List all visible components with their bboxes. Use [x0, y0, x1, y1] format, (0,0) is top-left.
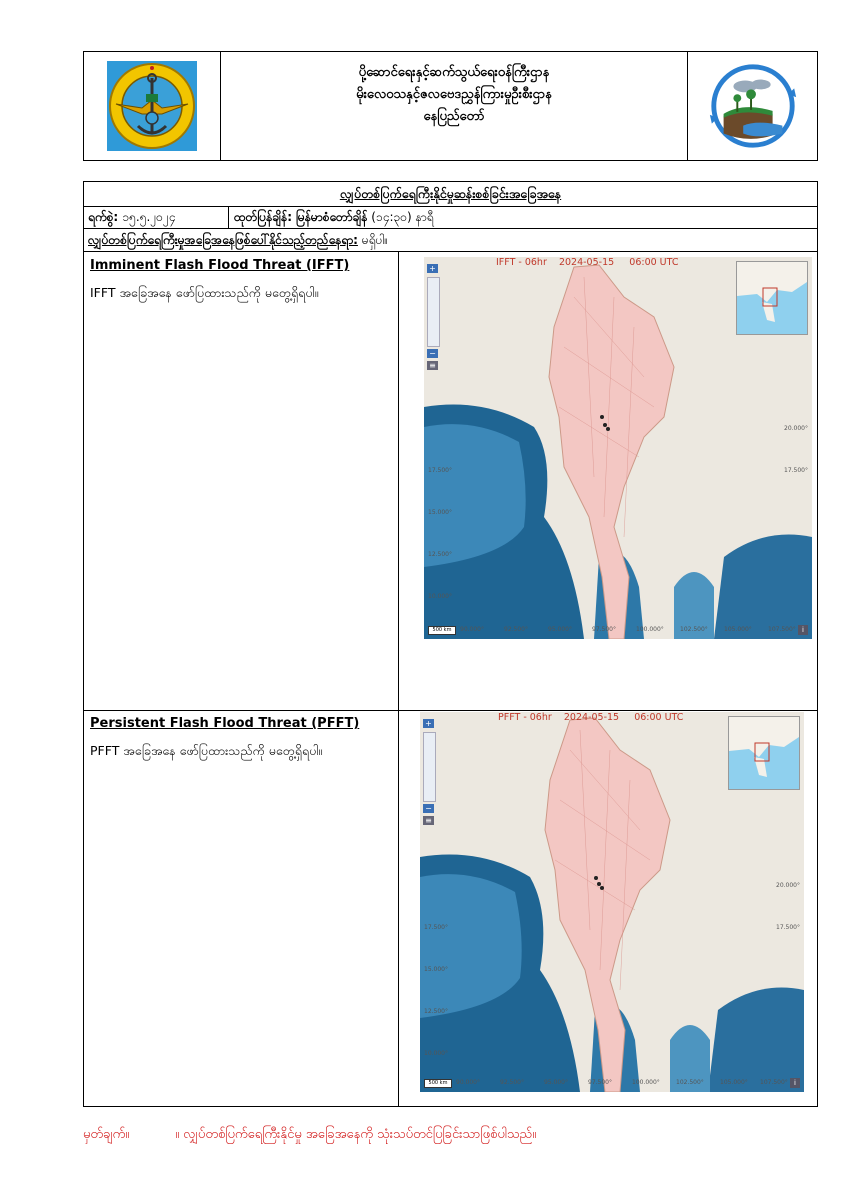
note-text: ။ လျှပ်တစ်ပြက်ရေကြီးနိုင်မှု အခြေအနေကို သုံးသပ်တင်ပြခြင်းသာဖြစ်ပါသည်။: [175, 1127, 537, 1142]
pfft-lon-label: 97.500°: [588, 1079, 612, 1086]
letterhead: [83, 51, 818, 161]
pfft-map-time: 06:00 UTC: [634, 712, 684, 723]
ifft-lon-label: 90.000°: [460, 626, 484, 633]
ifft-description: IFFT အခြေအနေ ဖော်ပြထားသည်ကို မတွေ့ရှိရပါ။: [90, 285, 319, 300]
ifft-map-caption: [496, 257, 679, 268]
issue-tz-label: မြန်မာစံတော်ချိန်: [295, 210, 368, 224]
pfft-zoom-slider[interactable]: [423, 732, 436, 802]
ifft-lat-label: 17.500°: [428, 467, 452, 474]
issue-time-cell: [234, 206, 434, 228]
ifft-lon-label: 100.000°: [636, 626, 664, 633]
ifft-lat-label: 15.000°: [428, 509, 452, 516]
locations-label: လျှပ်တစ်ပြက်ရေကြီးမှုအခြေအနေဖြစ်ပေါ်နိုင်သည့်တည်နေရာ:: [88, 233, 358, 247]
ifft-right-lat-label: 20.000°: [784, 425, 808, 432]
ifft-lon-label: 102.500°: [680, 626, 708, 633]
pfft-lat-label: 17.500°: [424, 924, 448, 931]
ifft-overview-inset[interactable]: [736, 261, 808, 335]
ifft-overview-graphic: [737, 262, 807, 334]
ifft-info-button[interactable]: i: [798, 625, 808, 635]
pfft-lon-label: 105.000°: [720, 1079, 748, 1086]
report-table: [83, 181, 818, 1107]
pfft-lon-label: 90.000°: [456, 1079, 480, 1086]
date-label: ရက်စွဲ:: [88, 210, 119, 224]
pfft-lon-label: 102.500°: [676, 1079, 704, 1086]
date-value: ၁၅.၅.၂၀၂၄: [122, 210, 176, 224]
pfft-description: PFFT အခြေအနေ ဖော်ပြထားသည်ကို မတွေ့ရှိရပါ။: [90, 743, 323, 758]
pfft-info-button[interactable]: i: [790, 1078, 800, 1088]
department-name: မိုးလေဝသနှင့်ဇလဗေဒညွှန်ကြားမှုဦးစီးဌာန: [356, 87, 552, 102]
report-title: လျှပ်တစ်ပြက်ရေကြီးနိုင်မှုဆန်းစစ်ခြင်းအခြေအနေ: [84, 182, 817, 207]
pfft-lon-label: 95.000°: [544, 1079, 568, 1086]
ifft-title: Imminent Flash Flood Threat (IFFT): [90, 258, 350, 273]
pfft-lon-label: 100.000°: [632, 1079, 660, 1086]
pfft-overview-inset[interactable]: [728, 716, 800, 790]
locations-row: [84, 228, 817, 252]
hydrological-cycle-icon: [704, 57, 802, 155]
ministry-emblem-icon: [102, 56, 202, 156]
ifft-map-date: 2024-05-15: [558, 257, 615, 268]
ifft-map-time: 06:00 UTC: [629, 257, 679, 268]
pfft-lat-label: 15.000°: [424, 966, 448, 973]
ifft-zoom-out-button[interactable]: −: [427, 349, 438, 358]
pfft-scale-bar: 500 km: [424, 1079, 452, 1088]
ifft-section: [84, 252, 817, 711]
ifft-lon-label: 97.500°: [592, 626, 616, 633]
pfft-lon-label: 107.500°: [760, 1079, 788, 1086]
pfft-lat-label: 12.500°: [424, 1008, 448, 1015]
locations-value: မရှိပါ။: [361, 233, 389, 247]
pfft-overview-graphic: [729, 717, 799, 789]
ifft-lon-label: 105.000°: [724, 626, 752, 633]
ifft-lat-label: 12.500°: [428, 551, 452, 558]
ifft-right-lat-label: 17.500°: [784, 467, 808, 474]
left-logo-cell: [84, 52, 221, 160]
ifft-lon-label: 107.500°: [768, 626, 796, 633]
ifft-lon-label: 95.000°: [548, 626, 572, 633]
ministry-name: ပို့ဆောင်ရေးနှင့်ဆက်သွယ်ရေးဝန်ကြီးဌာန: [358, 65, 550, 80]
pfft-lon-label: 92.500°: [500, 1079, 524, 1086]
pfft-zoom-in-button[interactable]: +: [423, 719, 434, 728]
ifft-scale-bar: 500 km: [428, 626, 456, 635]
pfft-map-caption: [498, 712, 683, 723]
ifft-map-product: IFFT - 06hr: [496, 257, 547, 268]
pfft-map-date: 2024-05-15: [563, 712, 620, 723]
ifft-lat-label: 10.000°: [428, 593, 452, 600]
pfft-lat-label: 10.000°: [424, 1050, 448, 1057]
footer-note: [83, 1126, 536, 1145]
ifft-text-cell: [84, 252, 399, 710]
date-row: [84, 206, 817, 229]
ifft-zoom-in-button[interactable]: +: [427, 264, 438, 273]
pfft-right-lat-label: 20.000°: [776, 882, 800, 889]
pfft-right-lat-label: 17.500°: [776, 924, 800, 931]
city-name: နေပြည်တော်: [423, 109, 485, 124]
ifft-map[interactable]: [424, 257, 812, 639]
pfft-zoom-out-button[interactable]: −: [423, 804, 434, 813]
issue-label: ထုတ်ပြန်ချိန်:: [234, 210, 293, 224]
pfft-text-cell: [84, 710, 399, 1106]
ifft-zoom-slider[interactable]: [427, 277, 440, 347]
right-logo-cell: [687, 52, 817, 160]
pfft-section: [84, 710, 817, 1106]
issue-time-value: (၁၄:၃၀) နာရီ: [371, 210, 434, 224]
ifft-layer-button[interactable]: ≡: [427, 361, 438, 370]
pfft-map-product: PFFT - 06hr: [498, 712, 552, 723]
pfft-layer-button[interactable]: ≡: [423, 816, 434, 825]
ifft-lon-label: 92.500°: [504, 626, 528, 633]
pfft-map[interactable]: [420, 712, 804, 1092]
pfft-title: Persistent Flash Flood Threat (PFFT): [90, 716, 360, 731]
note-label: မှတ်ချက်။: [83, 1127, 130, 1142]
letterhead-title: [221, 52, 687, 160]
date-cell: [84, 206, 229, 228]
